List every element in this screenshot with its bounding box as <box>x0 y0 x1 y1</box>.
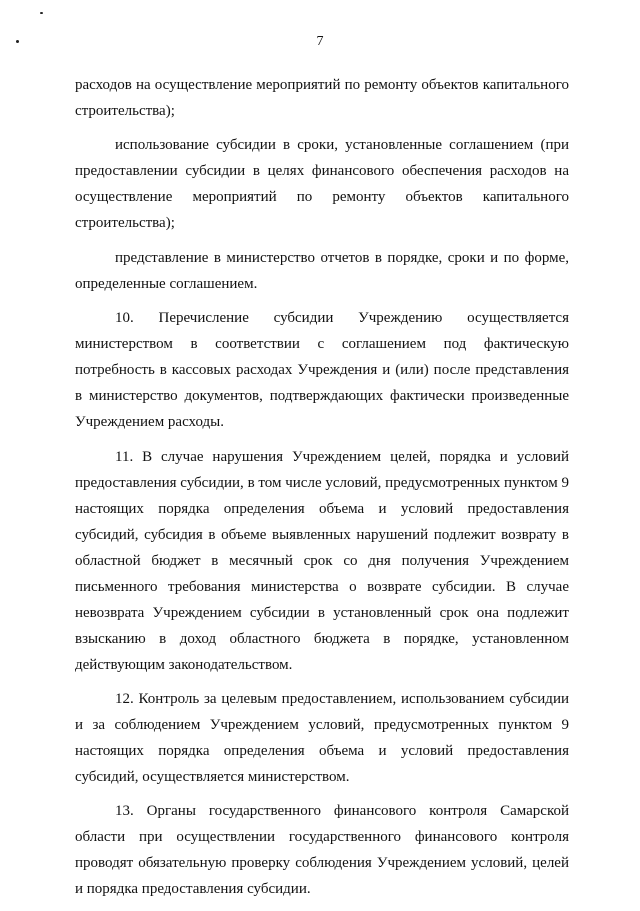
paragraph: использование субсидии в сроки, установленные соглашением (при предоставлении субсидии в целях финансового обеспечения расходов на осуществление мероприятий по ремонту объектов капитального строительства); <box>75 137 569 232</box>
paragraph-clause-10: 10. Перечисление субсидии Учреждению осуществляется министерством в соответствии с соглашением под фактическую потребность в кассовых расходах Учреждения и (или) после представления в министерство документов, подтверждающих фактически произведенные Учреждением расходы. <box>75 310 569 431</box>
page-number: 7 <box>316 34 324 49</box>
paragraph: представление в министерство отчетов в порядке, сроки и по форме, определенные соглашением. <box>75 249 569 292</box>
document-body <box>75 72 569 911</box>
paragraph: расходов на осуществление мероприятий по ремонту объектов капитального строительства); <box>75 77 569 119</box>
paragraph-clause-11: 11. В случае нарушения Учреждением целей, порядка и условий предоставления субсидии, в том числе условий, предусмотренных пунктом 9 настоящих порядка определения объема и условий предоставления субсидий, субсидия в объеме выявленных нарушений подлежит возврату в областной бюджет в месячный срок со дня получения Учреждением письменного требования министерства о возврате субсидии. В случае невозврата Учреждением субсидии в установленный срок она подлежит взысканию в доход областного бюджета в порядке, установленном действующим законодательством. <box>75 448 569 673</box>
scan-speck <box>40 12 43 14</box>
paragraph-clause-12: 12. Контроль за целевым предоставлением, использованием субсидии и за соблюдением Учреждением условий, предусмотренных пунктом 9 настоящих порядка определения объема и условий предоставления субсидий, осуществляется министерством. <box>75 690 569 785</box>
paragraph-clause-13: 13. Органы государственного финансового контроля Самарской области при осуществлении государственного финансового контроля проводят обязательную проверку соблюдения Учреждением условий, целей и порядка предоставления субсидии. <box>75 803 569 898</box>
